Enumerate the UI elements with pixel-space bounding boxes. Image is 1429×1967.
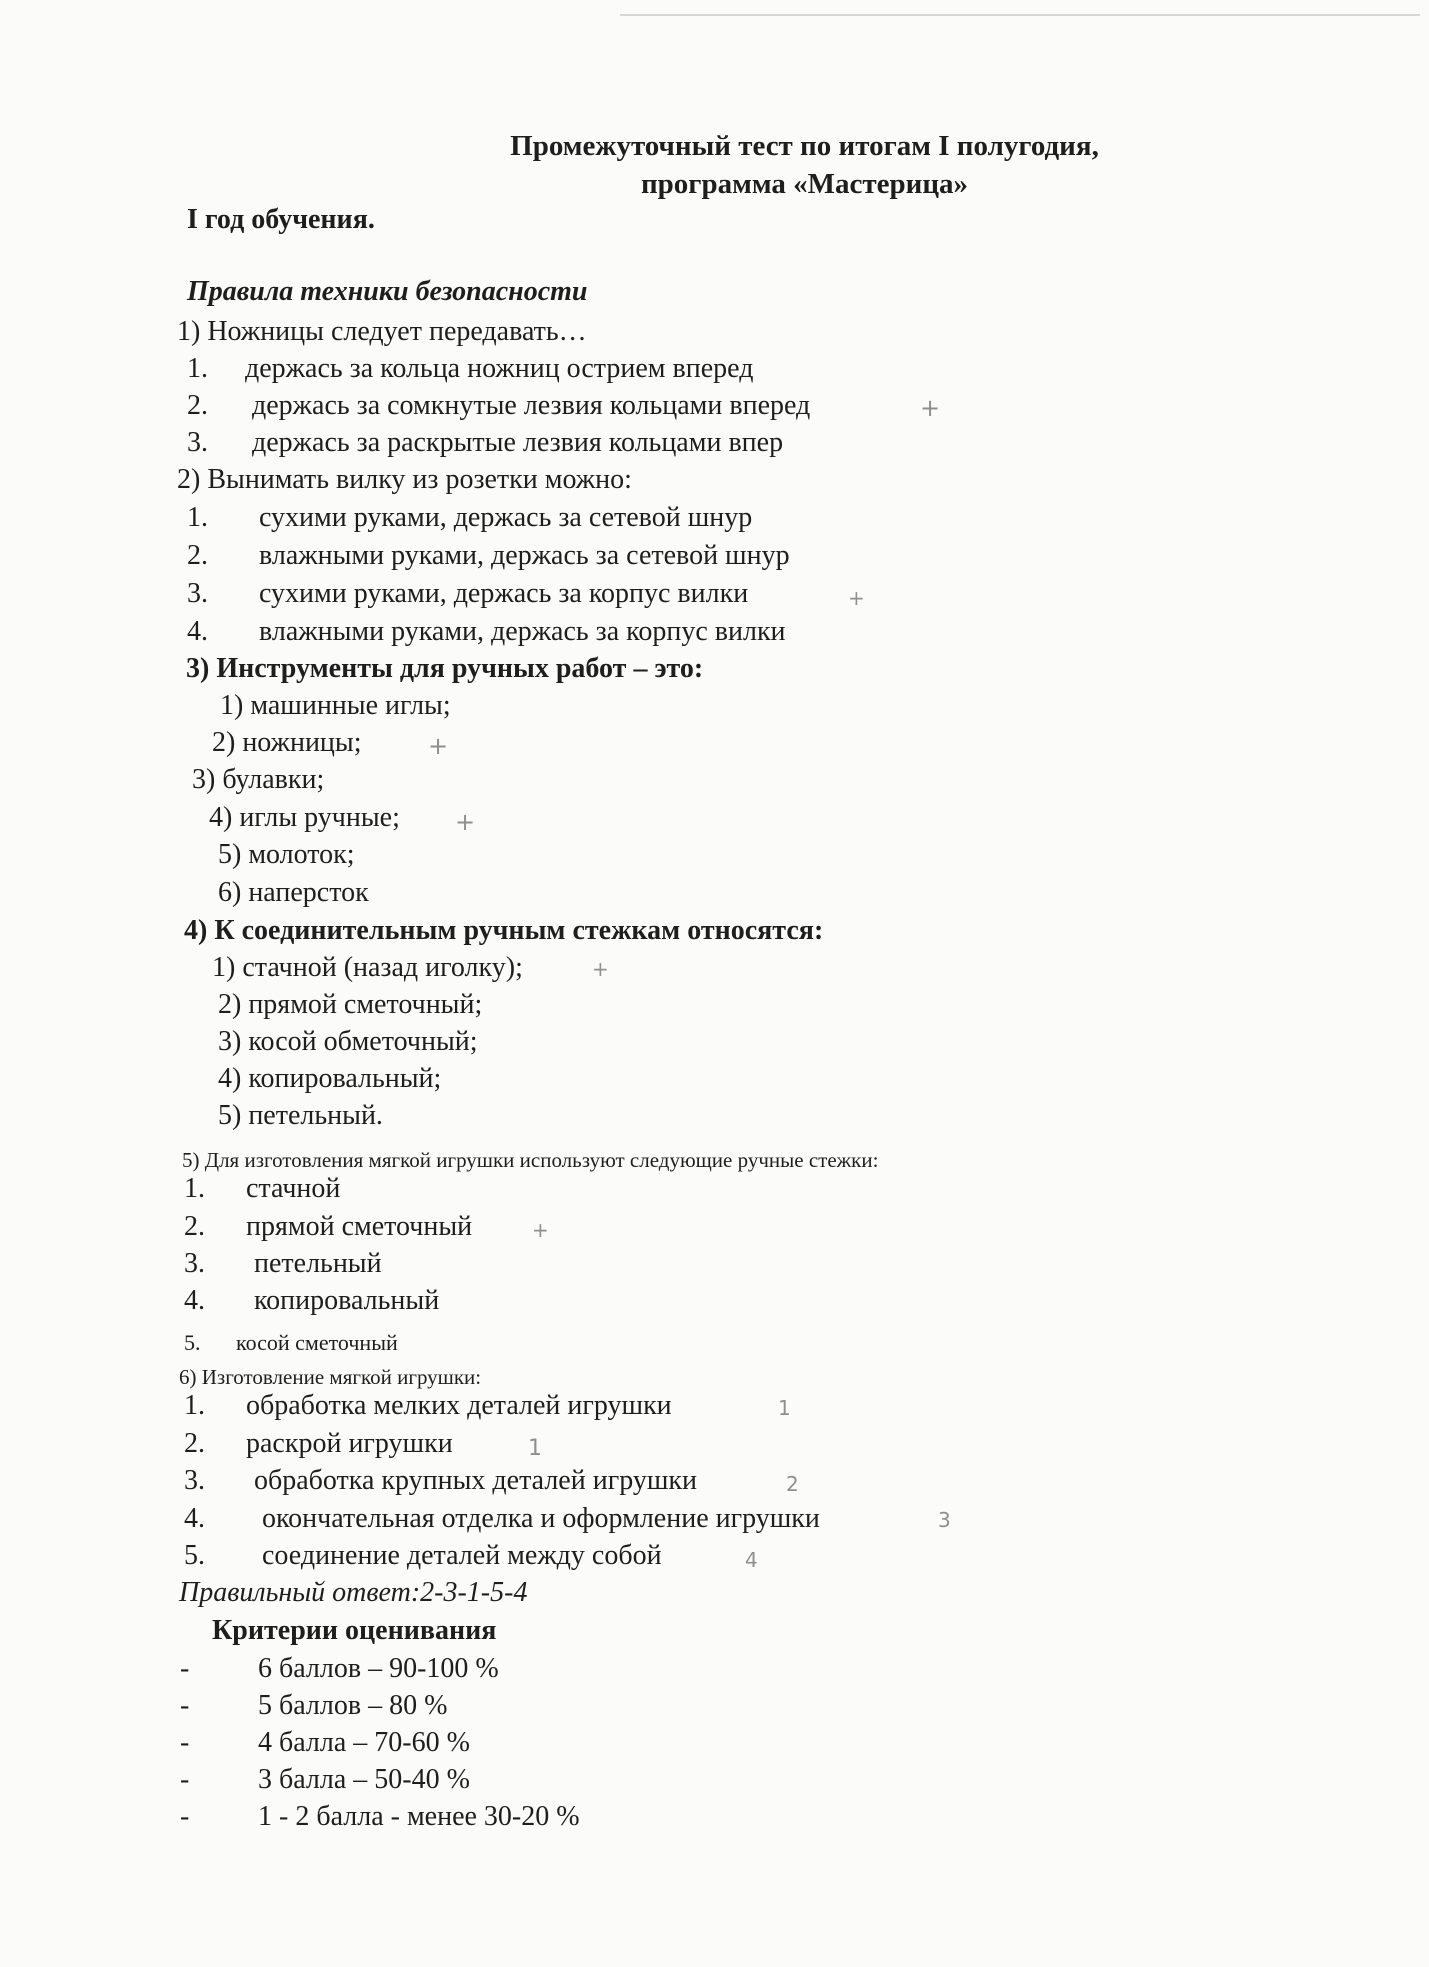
q2-option-2 — [187, 539, 790, 573]
criteria-dash: - — [180, 1727, 190, 1758]
option-text: обработка крупных деталей игрушки — [254, 1465, 697, 1496]
q2-option-1 — [187, 501, 753, 535]
option-number: 1. — [184, 1390, 205, 1421]
criteria-item-4 — [180, 1763, 470, 1797]
handwritten-mark: + — [428, 732, 449, 760]
option-text: копировальный — [254, 1285, 440, 1316]
criteria-text: 3 балла – 50-40 % — [258, 1764, 470, 1795]
q5-option-2 — [184, 1210, 473, 1244]
option-number: 2. — [187, 390, 208, 421]
q1-option-2 — [187, 389, 811, 423]
criteria-dash: - — [180, 1653, 190, 1684]
q3-option-1: 1) машинные иглы; — [220, 690, 451, 721]
option-text: прямой сметочный — [246, 1211, 473, 1242]
handwritten-mark: + — [592, 957, 609, 981]
q1-option-1 — [187, 352, 754, 386]
criteria-heading: Критерии оценивания — [212, 1615, 497, 1646]
study-year: I год обучения. — [187, 204, 375, 235]
q5-option-3 — [184, 1247, 382, 1281]
option-text: сухими руками, держась за корпус вилки — [259, 578, 749, 609]
q4-option-5: 5) петельный. — [218, 1100, 383, 1131]
question-6: 6) Изготовление мягкой игрушки: — [179, 1365, 482, 1389]
option-number: 3. — [187, 427, 208, 458]
handwritten-mark: + — [920, 394, 941, 422]
question-4: 4) К соединительным ручным стежкам относятся: — [184, 915, 824, 946]
handwritten-mark: + — [455, 808, 476, 836]
q3-option-2: 2) ножницы; — [212, 727, 362, 758]
criteria-item-2 — [180, 1689, 448, 1723]
q2-option-3 — [187, 577, 749, 611]
q3-option-6: 6) наперсток — [218, 877, 369, 908]
criteria-item-5 — [180, 1800, 580, 1834]
option-text: сухими руками, держась за сетевой шнур — [259, 502, 753, 533]
scan-edge-line — [620, 14, 1420, 16]
option-number: 4. — [184, 1503, 205, 1534]
q4-option-2: 2) прямой сметочный; — [218, 989, 483, 1020]
q4-option-4: 4) копировальный; — [218, 1063, 442, 1094]
option-number: 1. — [187, 502, 208, 533]
handwritten-mark: 1 — [778, 1396, 791, 1420]
option-number: 4. — [184, 1285, 205, 1316]
option-text: петельный — [254, 1248, 382, 1279]
q6-option-3 — [184, 1464, 697, 1498]
question-1: 1) Ножницы следует передавать… — [177, 316, 587, 347]
q4-option-1: 1) стачной (назад иголку); — [212, 952, 523, 983]
q5-option-1 — [184, 1172, 341, 1206]
handwritten-mark: 3 — [938, 1508, 951, 1532]
handwritten-mark: 4 — [745, 1548, 758, 1572]
title-line-1: Промежуточный тест по итогам I полугодия, — [510, 130, 1099, 162]
title-line-2: программа «Мастерица» — [640, 168, 969, 200]
q3-option-3: 3) булавки; — [192, 764, 325, 795]
handwritten-mark: + — [532, 1218, 549, 1242]
option-text: держась за кольца ножниц острием вперед — [245, 353, 754, 384]
option-text: обработка мелких деталей игрушки — [246, 1390, 672, 1421]
q6-option-2 — [184, 1427, 453, 1461]
question-2: 2) Вынимать вилку из розетки можно: — [177, 464, 632, 495]
q5-option-4 — [184, 1284, 440, 1318]
q5-option-5 — [184, 1326, 398, 1360]
option-text: окончательная отделка и оформление игрушки — [262, 1503, 820, 1534]
q2-option-4 — [187, 615, 786, 649]
criteria-item-3 — [180, 1726, 470, 1760]
option-number: 5. — [184, 1540, 205, 1571]
option-text: раскрой игрушки — [246, 1428, 453, 1459]
option-text: косой сметочный — [236, 1330, 398, 1355]
handwritten-mark: 2 — [786, 1472, 799, 1496]
criteria-item-1 — [180, 1652, 499, 1686]
criteria-dash: - — [180, 1801, 190, 1832]
question-3: 3) Инструменты для ручных работ – это: — [186, 653, 704, 684]
q1-option-3 — [187, 426, 784, 460]
q6-option-5 — [184, 1539, 662, 1573]
criteria-dash: - — [180, 1764, 190, 1795]
q4-option-3: 3) косой обметочный; — [218, 1026, 478, 1057]
handwritten-mark: 1 — [528, 1436, 542, 1461]
option-number: 3. — [187, 578, 208, 609]
option-number: 3. — [184, 1465, 205, 1496]
section-heading: Правила техники безопасности — [187, 276, 588, 307]
option-number: 2. — [184, 1211, 205, 1242]
criteria-dash: - — [180, 1690, 190, 1721]
q3-option-5: 5) молоток; — [218, 839, 355, 870]
question-5: 5) Для изготовления мягкой игрушки используют следующие ручные стежки: — [182, 1148, 879, 1172]
option-text: держась за раскрытые лезвия кольцами впер — [252, 427, 784, 458]
option-number: 3. — [184, 1248, 205, 1279]
option-number: 1. — [187, 353, 208, 384]
criteria-text: 6 баллов – 90-100 % — [258, 1653, 499, 1684]
q6-option-1 — [184, 1389, 672, 1423]
correct-answer: Правильный ответ:2-3-1-5-4 — [179, 1577, 528, 1608]
option-text: влажными руками, держась за сетевой шнур — [259, 540, 790, 571]
criteria-text: 4 балла – 70-60 % — [258, 1727, 470, 1758]
q6-option-4 — [184, 1502, 820, 1536]
option-text: соединение деталей между собой — [262, 1540, 662, 1571]
criteria-text: 5 баллов – 80 % — [258, 1690, 448, 1721]
option-text: держась за сомкнутые лезвия кольцами вперед — [252, 390, 811, 421]
handwritten-mark: + — [848, 586, 865, 610]
criteria-text: 1 - 2 балла - менее 30-20 % — [258, 1801, 580, 1832]
option-number: 2. — [184, 1428, 205, 1459]
option-number: 1. — [184, 1173, 205, 1204]
option-number: 5. — [184, 1330, 201, 1355]
option-number: 2. — [187, 540, 208, 571]
option-text: влажными руками, держась за корпус вилки — [259, 616, 786, 647]
q3-option-4: 4) иглы ручные; — [209, 802, 400, 833]
option-number: 4. — [187, 616, 208, 647]
option-text: стачной — [246, 1173, 341, 1204]
